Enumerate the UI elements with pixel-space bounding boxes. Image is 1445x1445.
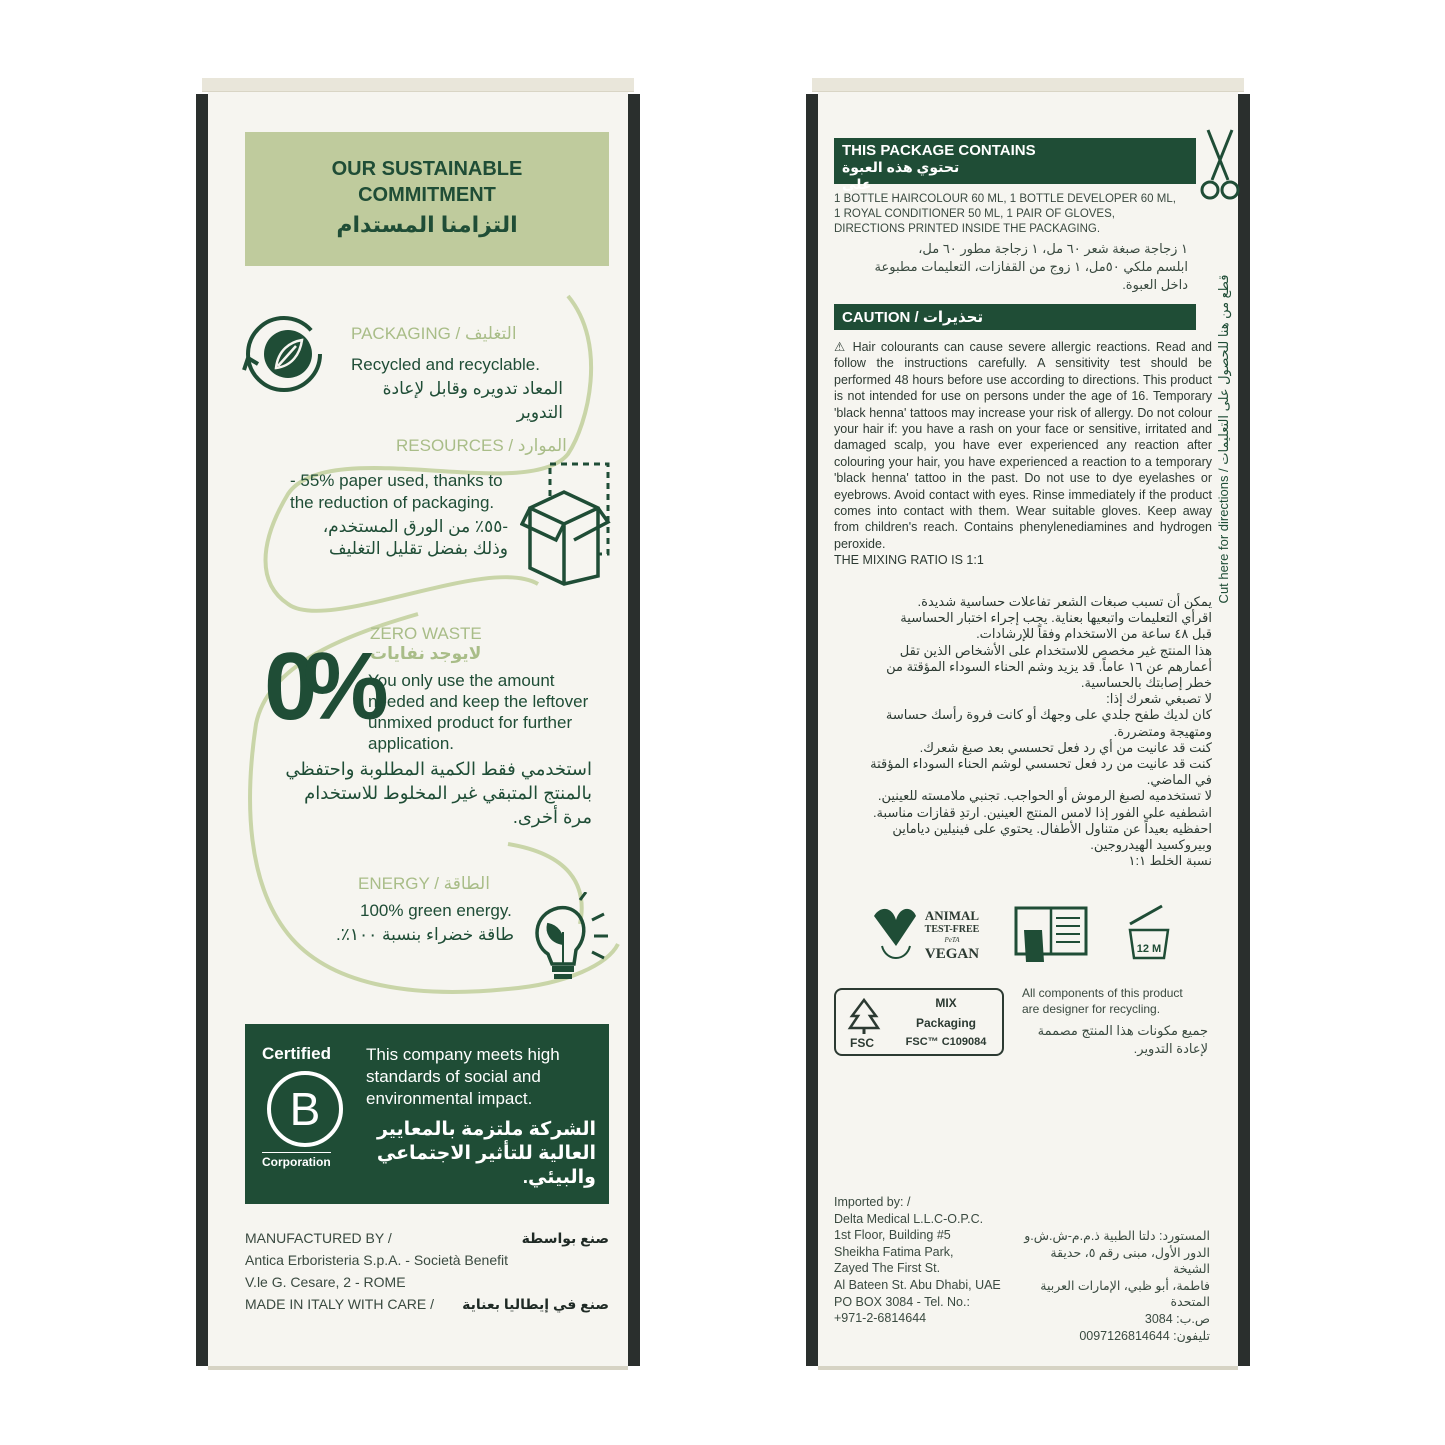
manufacturer-line-1: Antica Erboristeria S.p.A. - Società Benefit (245, 1252, 509, 1268)
bcorp-certification-block (245, 1024, 609, 1204)
resources-text-ar-1: -٥٥٪ من الورق المستخدم، (322, 517, 508, 536)
caution-ar-line: احفظيه بعيداً عن متناول الأطفال. يحتوي على فينيلين دياماين (892, 820, 1212, 836)
box-bottom (818, 1366, 1238, 1370)
caution-ar-line: ومتهيجة ومتضررة. (1113, 723, 1212, 739)
importer-en-line: PO BOX 3084 - Tel. No.: (834, 1294, 970, 1309)
importer-ar (1016, 1228, 1210, 1344)
zero-waste-text-en-3: unmixed product for further (368, 713, 573, 732)
manufacturer-line-2: V.le G. Cesare, 2 - ROME (245, 1274, 406, 1290)
zero-waste-text-ar-2: بالمنتج المتبقي غير المخلوط للاستخدام (304, 783, 592, 803)
recycle-leaf-icon (238, 310, 328, 400)
recycling-en-2: are designer for recycling. (1022, 1002, 1161, 1016)
manufacturer-label-row (245, 1230, 609, 1246)
caution-text-en (834, 339, 1212, 569)
bcorp-text-ar-2: العالية للتأثير الاجتماعي (376, 1143, 596, 1164)
bcorp-text-ar (366, 1118, 596, 1190)
recycling-en-1: All components of this product (1022, 986, 1183, 1000)
commitment-title-1: OUR SUSTAINABLE (331, 158, 523, 180)
caution-ar-line: كنت قد عانيت من أي رد فعل تحسسي بعد صبغ شعرك. (919, 739, 1212, 755)
cut-here-side-label (1213, 214, 1235, 664)
caution-text-ar (834, 594, 1212, 869)
read-instructions-icon (1014, 904, 1088, 964)
fsc-code: FSC™ C109084 (905, 1036, 987, 1048)
package-contains-header (834, 138, 1196, 192)
packaging-text-ar-1: المعاد تدويره وقابل لإعادة (382, 379, 563, 398)
peta-label: PeTA (944, 936, 960, 944)
bcorp-text-en (366, 1044, 596, 1110)
zero-waste-text-en-4: application. (368, 734, 455, 753)
package-contains-title-ar: تحتوي هذه العبوة على (842, 159, 960, 192)
energy-title: ENERGY / الطاقة (358, 874, 490, 893)
zero-percent-graphic: 0% (264, 633, 375, 740)
made-in-label-ar: صنع في إيطاليا بعناية (462, 1296, 609, 1312)
packaging-text-ar-2: التدوير (516, 403, 563, 422)
contains-ar-3: داخل العبوة. (1122, 277, 1188, 292)
caution-ar-line: اشطفيه على الفور إذا لامس المنتج العينين. ارتدِ قفازات مناسبة. (872, 804, 1212, 820)
zero-waste-title-ar: لايوجد نفايات (370, 644, 482, 663)
caution-en-body: Hair colourants can cause severe allergic reactions. Read and follow the instructions carefully. A sensitivity test should be performed 48 hours before use according to directions. This product is not intended for use on persons under the age of 16. Temporary 'black henna' tattoos may increase your risk of allergy. Do not colour your hair if: you have a rash on your face or sensitive, irritated and damaged scalp, you have ever experienced any reaction after colouring your hair, you have experienced a reaction to a temporary 'black henna' tattoo in the past. Do not use to dye eyelashes or eyebrows. Avoid contact with eyes. Rinse immediately if the product comes into contact with them. Wear suitable gloves. Keep away from children's reach. Contains phenylenediamines and hydrogen peroxide. (834, 340, 1212, 551)
caution-ar-line: قبل ٤٨ ساعة من الاستخدام وفقاً للإرشادات. (976, 626, 1212, 642)
importer-en-line: Delta Medical L.L.C-O.P.C. (834, 1211, 984, 1226)
caution-ar-line: خطر إصابتك بالحساسية. (1080, 675, 1212, 691)
zero-waste-text-ar-1: استخدمي فقط الكمية المطلوبة واحتفظي (285, 759, 592, 779)
cut-here-text: Cut here for directions / قطع من هنا للحصول على التعليمات (1216, 274, 1231, 604)
caution-title: CAUTION / تحذيرات (842, 309, 984, 326)
importer-en-line: Zayed The First St. (834, 1261, 941, 1276)
made-in-label: MADE IN ITALY WITH CARE / (245, 1296, 435, 1312)
left-box-panel (208, 84, 628, 1366)
contains-en-2: 1 ROYAL CONDITIONER 50 ML, 1 PAIR OF GLOVES, (834, 208, 1115, 220)
resources-title: RESOURCES / الموارد (396, 436, 567, 455)
resources-text-ar-2: وذلك بفضل تقليل التغليف (329, 539, 508, 558)
package-contains-title-en: THIS PACKAGE CONTAINS (842, 142, 1036, 159)
importer-en-line: Sheikha Fatima Park, (834, 1244, 954, 1259)
contains-ar-2: ابلسم ملكي ٥٠مل، ١ زوج من القفازات، التعليمات مطبوعة (874, 259, 1188, 274)
caution-ar-line: اقرأي التعليمات واتبعيها بعناية. يجب إجراء اختبار الحساسية (900, 610, 1212, 626)
bcorp-logo-icon (265, 1069, 345, 1149)
caution-ar-line: هذا المنتج غير مخصص للاستخدام على الأشخاص الذين تقل (899, 642, 1212, 658)
fsc-certification-box (834, 988, 1004, 1056)
importer-en-line: Al Bateen St. Abu Dhabi, UAE (834, 1277, 1001, 1292)
importer-en-line: 1st Floor, Building #5 (834, 1228, 951, 1243)
vegan-animal-test-free-icon (870, 902, 990, 964)
animal-label: ANIMAL (924, 908, 980, 923)
right-box-panel (818, 84, 1238, 1366)
sustainable-commitment-banner (245, 132, 609, 266)
period-after-opening-icon (1124, 902, 1174, 962)
bcorp-text-en-1: This company meets high (366, 1045, 560, 1064)
zero-waste-text-en-2: needed and keep the leftover (368, 692, 589, 711)
box-bottom (208, 1366, 628, 1370)
fsc-mix-label: MIX (935, 996, 957, 1010)
bcorp-certified-label: Certified (262, 1044, 331, 1063)
bcorp-text-en-2: standards of social and (366, 1067, 541, 1086)
caution-header (834, 304, 1196, 330)
lightbulb-icon (520, 892, 610, 992)
manufacturer-label: MANUFACTURED BY / (245, 1230, 392, 1246)
box-edge (1238, 94, 1250, 1366)
caution-ar-line: كان لديك طفح جلدي على وجهك أو كانت فروة رأسك حساسة (885, 707, 1212, 723)
fsc-label: FSC (850, 1036, 874, 1050)
box-edge (806, 94, 818, 1366)
importer-ar-line: المستورد: دلتا الطبية ذ.م.م-ش.ش.و (1024, 1229, 1210, 1243)
caution-ar-line: أعمارهم عن ١٦ عاماً. قد يزيد وشم الحناء السوداء المؤقتة من (886, 658, 1212, 674)
box-lid (812, 78, 1244, 92)
made-in-row (245, 1296, 609, 1312)
importer-en (834, 1194, 1024, 1327)
caution-ar-line: في الماضي. (1146, 772, 1212, 788)
zero-waste-title: ZERO WASTE (370, 624, 482, 643)
warning-icon: ⚠ (834, 340, 853, 354)
contains-en-3: DIRECTIONS PRINTED INSIDE THE PACKAGING. (834, 223, 1101, 235)
importer-ar-line: فاطمة، أبو ظبي، الإمارات العربية المتحدة (1040, 1278, 1210, 1310)
packaging-text-en: Recycled and recyclable. (351, 355, 540, 374)
resources-text-en-2: the reduction of packaging. (290, 493, 495, 512)
packaging-title: PACKAGING / التغليف (351, 324, 517, 343)
importer-ar-line: ص.ب: 3084 (1144, 1311, 1210, 1326)
box-icon (520, 458, 620, 588)
zero-waste-text-en-1: You only use the amount (368, 671, 555, 690)
bcorp-text-ar-3: والبيئي. (522, 1167, 596, 1188)
bcorp-letter: B (289, 1083, 321, 1135)
recycling-ar-2: لإعادة التدوير. (1133, 1041, 1208, 1056)
importer-en-line: Imported by: / (834, 1195, 911, 1209)
bcorp-text-en-3: environmental impact. (366, 1089, 533, 1108)
energy-text-en: 100% green energy. (360, 901, 512, 920)
zero-waste-text-ar-3: مرة أخرى. (512, 807, 592, 827)
fsc-tree-icon (844, 996, 884, 1036)
caution-ar-line: يمكن أن تسبب صبغات الشعر تفاعلات حساسية شديدة. (917, 594, 1212, 609)
importer-ar-line: الدور الأول، مبنى رقم ٥، حديقة الشيخة (1050, 1245, 1210, 1277)
scissors-icon (1200, 124, 1240, 204)
caution-ar-line: وبيروكسيد الهيدروجين. (1090, 837, 1212, 853)
importer-en-line: +971-2-6814644 (834, 1311, 927, 1326)
commitment-title-2: COMMITMENT (358, 184, 496, 206)
box-edge (196, 94, 208, 1366)
fsc-packaging-label: Packaging (915, 1016, 977, 1030)
mixing-ratio-en: THE MIXING RATIO IS 1:1 (834, 553, 984, 568)
pao-label: 12 M (1136, 943, 1162, 955)
caution-ar-line: لا تصبغي شعرك إذا: (1106, 691, 1212, 707)
manufacturer-label-ar: صنع بواسطة (521, 1230, 609, 1246)
vegan-label: VEGAN (924, 946, 980, 962)
contains-ar-1: ١ زجاجة صبغة شعر ٦٠ مل، ١ زجاجة مطور ٦٠ مل، (918, 241, 1188, 256)
commitment-title-ar: التزامنا المستدام (336, 212, 518, 237)
recycling-ar-1: جميع مكونات هذا المنتج مصممة (1037, 1023, 1208, 1038)
box-edge (628, 94, 640, 1366)
importer-ar-line: تليفون: 0097126814644 (1079, 1328, 1210, 1343)
caution-ar-line: لا تستخدميه لصبغ الرموش أو الحواجب. تجنبي ملامسته للعينين. (877, 788, 1212, 804)
energy-text-ar: طاقة خضراء بنسبة ١٠٠٪. (335, 925, 514, 944)
bcorp-text-ar-1: الشركة ملتزمة بالمعايير (376, 1119, 596, 1140)
caution-ar-line: نسبة الخلط ١:١ (1128, 853, 1212, 869)
box-lid (202, 78, 634, 92)
test-free-label: TEST-FREE (924, 924, 980, 935)
bcorp-corporation-label: Corporation (262, 1152, 331, 1169)
resources-text-en-1: - 55% paper used, thanks to (290, 471, 503, 490)
contains-en-1: 1 BOTTLE HAIRCOLOUR 60 ML, 1 BOTTLE DEVELOPER 60 ML, (834, 193, 1176, 205)
caution-ar-line: كنت قد عانيت من رد فعل تحسسي لوشم الحناء السوداء المؤقتة (870, 756, 1212, 772)
